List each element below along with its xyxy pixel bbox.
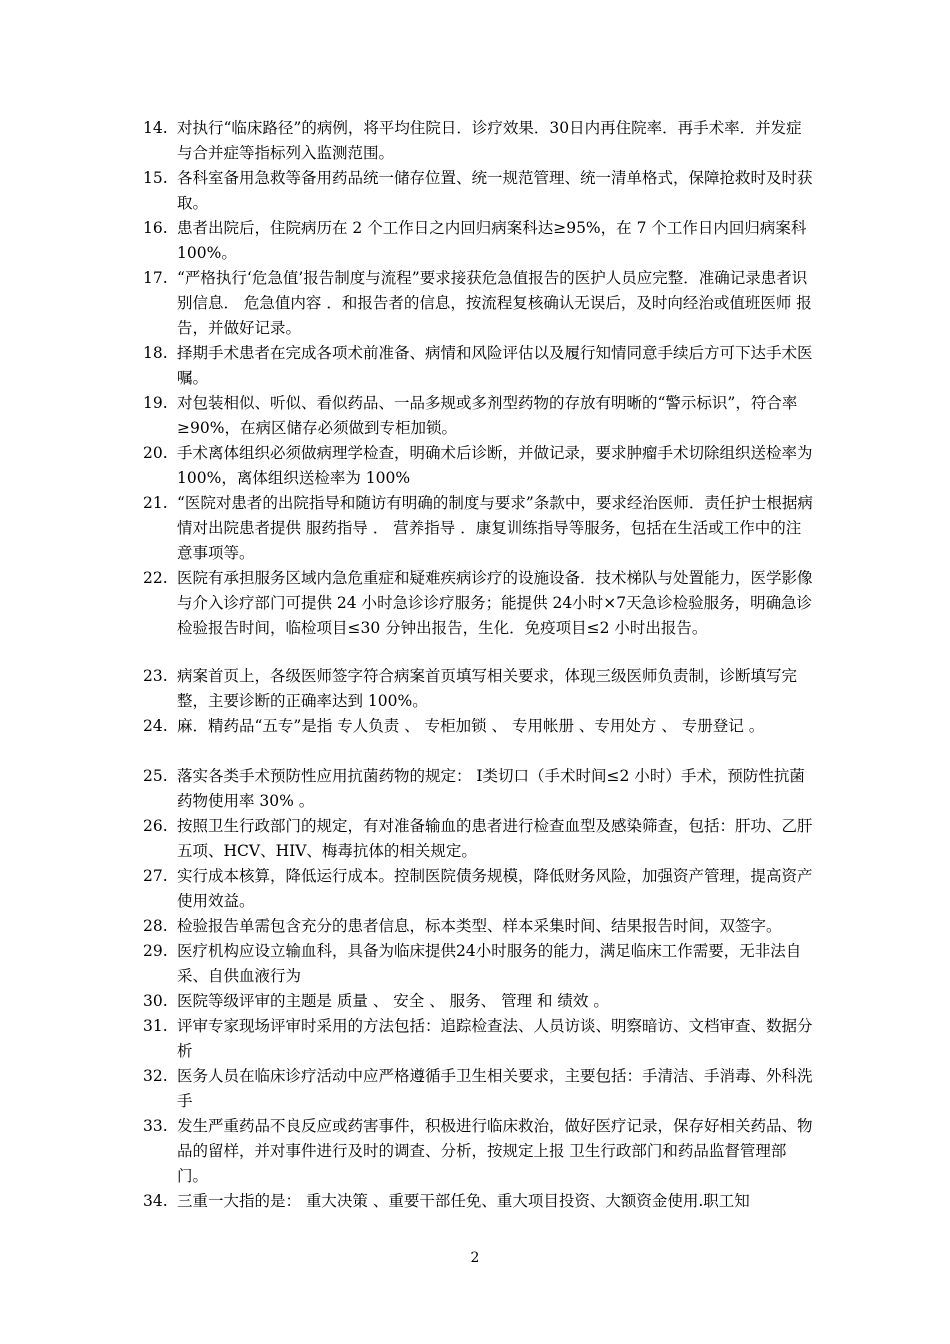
item-number: 16. xyxy=(143,219,168,237)
item-text: 医院有承担服务区域内急危重症和疑难疾病诊疗的设施设备．技术梯队与处置能力，医学影像与介入诊疗部门可提供 24 小时急诊诊疗服务；能提供 24小时×7天急诊检验服务，明确急诊检验报告时间，临检项目≤30 分钟出报告，生化．免疫项目≤2 小时出报告。 xyxy=(177,569,813,637)
item-number: 25. xyxy=(143,767,168,785)
item-number: 18. xyxy=(143,344,168,362)
item-number: 29. xyxy=(143,942,168,960)
item-number: 30. xyxy=(143,992,168,1010)
item-text: 麻．精药品“五专”是指 专人负责 、 专柜加锁 、 专用帐册 、专用处方 、 专册登记 。 xyxy=(177,717,765,735)
item-text: “严格执行‘危急值’报告制度与流程”要求接获危急值报告的医护人员应完整．准确记录患者识别信息． 危急值内容 ．和报告者的信息，按流程复核确认无误后，及时向经治或值班医师 报告，并做好记录。 xyxy=(177,269,812,337)
item-number: 32. xyxy=(143,1067,168,1085)
page-number: 2 xyxy=(470,1250,480,1266)
item-number: 34. xyxy=(143,1192,168,1210)
item-text: 手术离体组织必须做病理学检查，明确术后诊断，并做记录，要求肿瘤手术切除组织送检率为 100%，离体组织送检率为 100% xyxy=(177,444,813,487)
item-text: 检验报告单需包含充分的患者信息，标本类型、样本采集时间、结果报告时间，双签字。 xyxy=(177,917,782,935)
item-text: 落实各类手术预防性应用抗菌药物的规定： Ⅰ类切口（手术时间≤2 小时）手术，预防性抗菌药物使用率 30% 。 xyxy=(177,767,805,810)
item-number: 17. xyxy=(143,269,168,287)
item-text: 患者出院后，住院病历在 2 个工作日之内回归病案科达≥95%，在 7 个工作日内回归病案科 100%。 xyxy=(177,219,807,262)
item-number: 20. xyxy=(143,444,168,462)
item-text: 三重一大指的是： 重大决策 、重要干部任免、重大项目投资、大额资金使用.职工知 xyxy=(177,1192,750,1210)
item-number: 26. xyxy=(143,817,168,835)
item-text: 按照卫生行政部门的规定，有对准备输血的患者进行检查血型及感染筛查，包括：肝功、乙肝五项、HCV、HIV、梅毒抗体的相关规定。 xyxy=(177,817,813,860)
item-number: 23. xyxy=(143,667,168,685)
item-number: 33. xyxy=(143,1117,168,1135)
item-text: “医院对患者的出院指导和随访有明确的制度与要求”条款中，要求经治医师．责任护士根据病情对出院患者提供 服药指导 ． 营养指导 ．康复训练指导等服务，包括在生活或工作中的注意事项等。 xyxy=(177,494,813,562)
item-text: 各科室备用急救等备用药品统一储存位置、统一规范管理、统一清单格式，保障抢救时及时获取。 xyxy=(177,169,813,212)
item-text: 医院等级评审的主题是 质量 、 安全 、 服务、 管理 和 绩效 。 xyxy=(177,992,609,1010)
item-number: 31. xyxy=(143,1017,168,1035)
item-number: 15. xyxy=(143,169,168,187)
item-number: 19. xyxy=(143,394,168,412)
item-number: 24. xyxy=(143,717,168,735)
item-number: 14. xyxy=(143,119,168,137)
item-text: 对执行“临床路径”的病例，将平均住院日．诊疗效果．30日内再住院率．再手术率．并发症与合并症等指标列入监测范围。 xyxy=(177,119,802,162)
item-text: 医疗机构应设立输血科，具备为临床提供24小时服务的能力，满足临床工作需要，无非法自采、自供血液行为 xyxy=(177,942,802,985)
item-text: 实行成本核算，降低运行成本。控制医院债务规模，降低财务风险，加强资产管理，提高资产使用效益。 xyxy=(177,867,813,910)
item-number: 21. xyxy=(143,494,168,512)
item-number: 28. xyxy=(143,917,168,935)
item-text: 择期手术患者在完成各项术前准备、病情和风险评估以及履行知情同意手续后方可下达手术医嘱。 xyxy=(177,344,813,387)
item-number: 22. xyxy=(143,569,168,587)
item-text: 对包装相似、听似、看似药品、一品多规或多剂型药物的存放有明晰的“警示标识”，符合率≥90%，在病区储存必须做到专柜加锁。 xyxy=(177,394,798,437)
item-text: 发生严重药品不良反应或药害事件，积极进行临床救治，做好医疗记录，保存好相关药品、物品的留样，并对事件进行及时的调查、分析，按规定上报 卫生行政部门和药品监督管理部门。 xyxy=(177,1117,813,1185)
item-text: 评审专家现场评审时采用的方法包括：追踪检查法、人员访谈、明察暗访、文档审查、数据分析 xyxy=(177,1017,813,1060)
item-number: 27. xyxy=(143,867,168,885)
item-text: 医务人员在临床诊疗活动中应严格遵循手卫生相关要求，主要包括：手清洁、手消毒、外科洗手 xyxy=(177,1067,813,1110)
item-text: 病案首页上，各级医师签字符合病案首页填写相关要求，体现三级医师负责制，诊断填写完整，主要诊断的正确率达到 100%。 xyxy=(177,667,798,710)
